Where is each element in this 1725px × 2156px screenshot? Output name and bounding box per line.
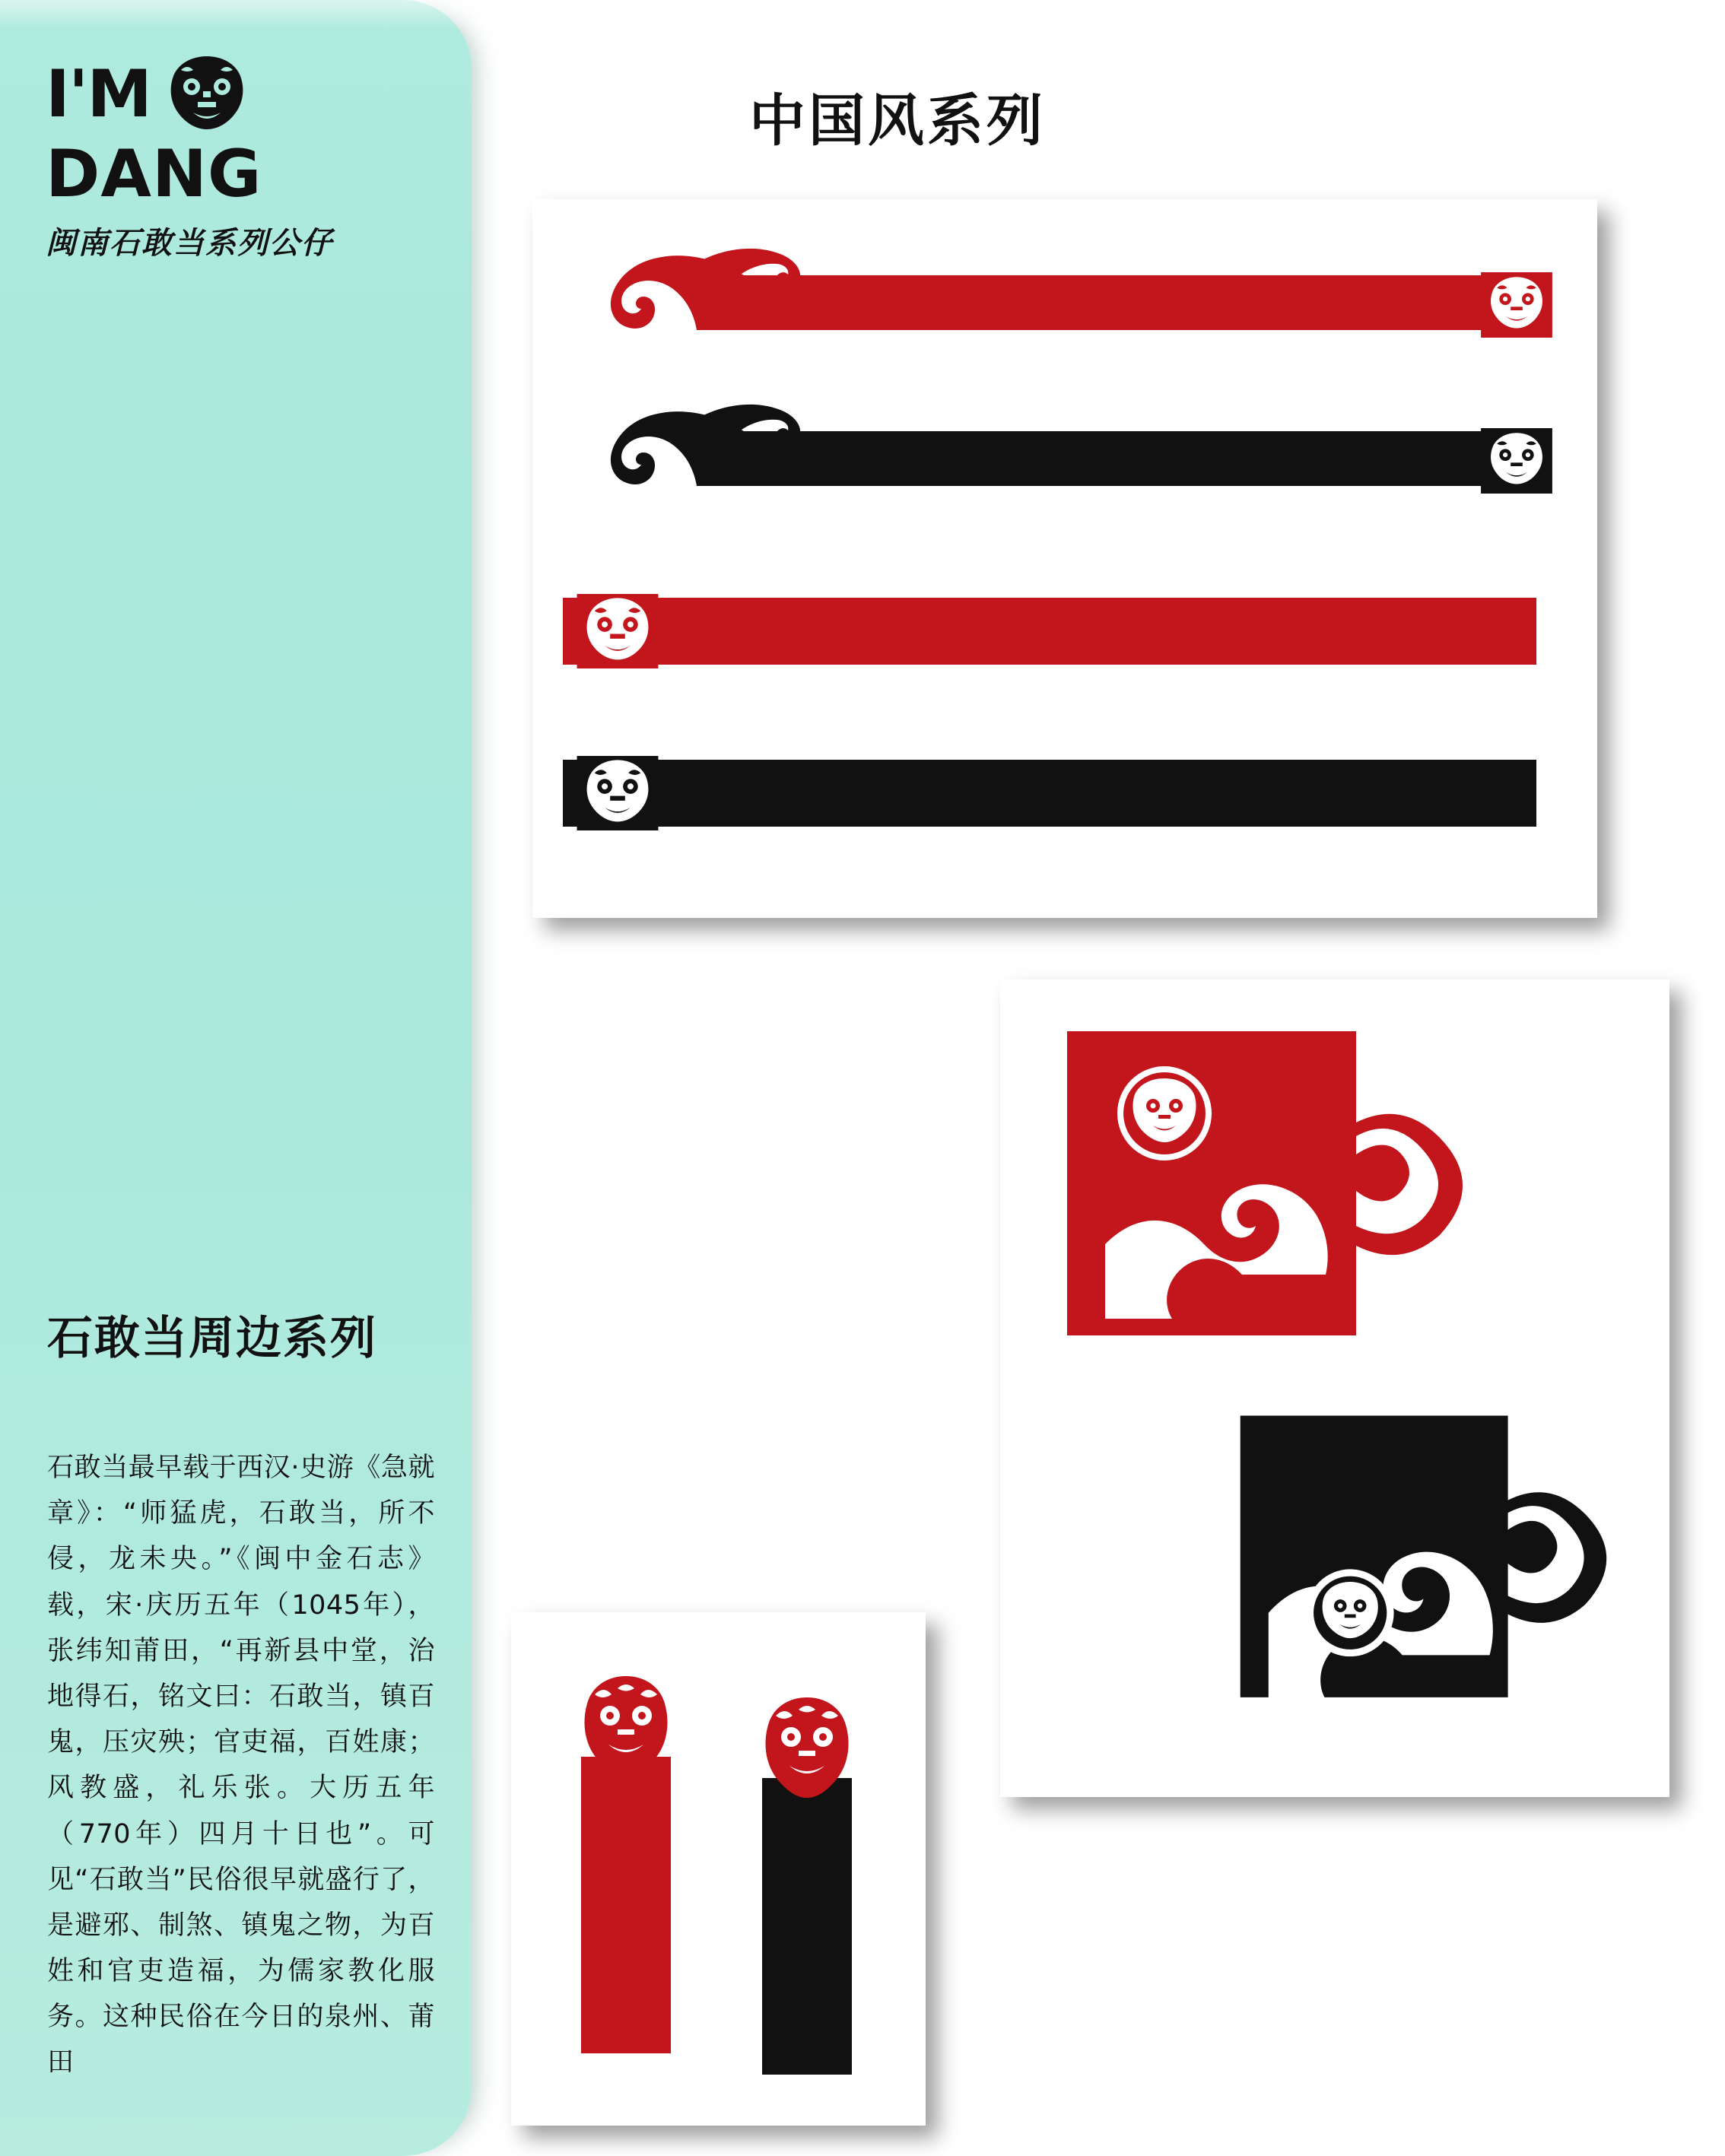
logo-dang-text: DANG <box>46 136 262 212</box>
strip-body <box>762 1778 852 2075</box>
bookmark-strip-black-ornament <box>563 431 1567 491</box>
lion-head-icon <box>577 756 659 830</box>
logo-subtitle: 闽南石敢当系列公仔 <box>46 225 333 261</box>
brand-logo <box>46 53 426 262</box>
panel-highlight <box>0 0 472 30</box>
lion-head-icon <box>577 594 659 668</box>
lion-head-icon <box>1117 1066 1212 1161</box>
lion-head-icon <box>1480 272 1553 338</box>
mug-card <box>1000 980 1669 1797</box>
logo-im-text: I'M <box>46 56 151 133</box>
mug-red <box>1052 1016 1508 1430</box>
lion-head-icon <box>578 1673 674 1780</box>
page-title: 中国风系列 <box>749 88 1046 154</box>
mug-black <box>1217 1402 1658 1786</box>
sidebar-section-heading: 石敢当周边系列 <box>47 1312 377 1365</box>
lion-head-icon <box>759 1694 855 1801</box>
lion-head-icon <box>1480 428 1553 494</box>
lion-head-icon <box>1307 1569 1394 1656</box>
sidebar-panel <box>0 0 472 2156</box>
sidebar-body-text: 石敢当最早载于西汉·史游《急就章》：“师猛虎，石敢当，所不侵，龙未央。”《闽中金石志》载，宋·庆历五年（1045年），张纬知莆田，“再新县中堂，治地得石，铭文曰：石敢当，镇百鬼，压灾殃；官吏福，百姓康；风教盛，礼乐张。大历五年（770年）四月十日也”。可见“石敢当”民俗很早就盛行了，是避邪、制煞、镇鬼之物，为百姓和官吏造福，为儒家教化服务。这种民俗在今日的泉州、莆田 <box>47 1453 435 2078</box>
strip-body <box>563 598 1536 665</box>
bookmark-strip-red-ornament <box>563 275 1567 335</box>
bookmark-strip-red-plain <box>563 598 1536 665</box>
strip-body <box>563 760 1536 827</box>
small-strips-card <box>511 1612 926 2126</box>
small-strip-red <box>581 1673 671 2053</box>
strip-body <box>581 1757 671 2053</box>
lion-head-icon <box>161 53 253 137</box>
bookmark-strip-black-plain <box>563 760 1536 827</box>
small-strip-black <box>762 1694 852 2075</box>
bookmark-strips-card <box>532 199 1597 918</box>
